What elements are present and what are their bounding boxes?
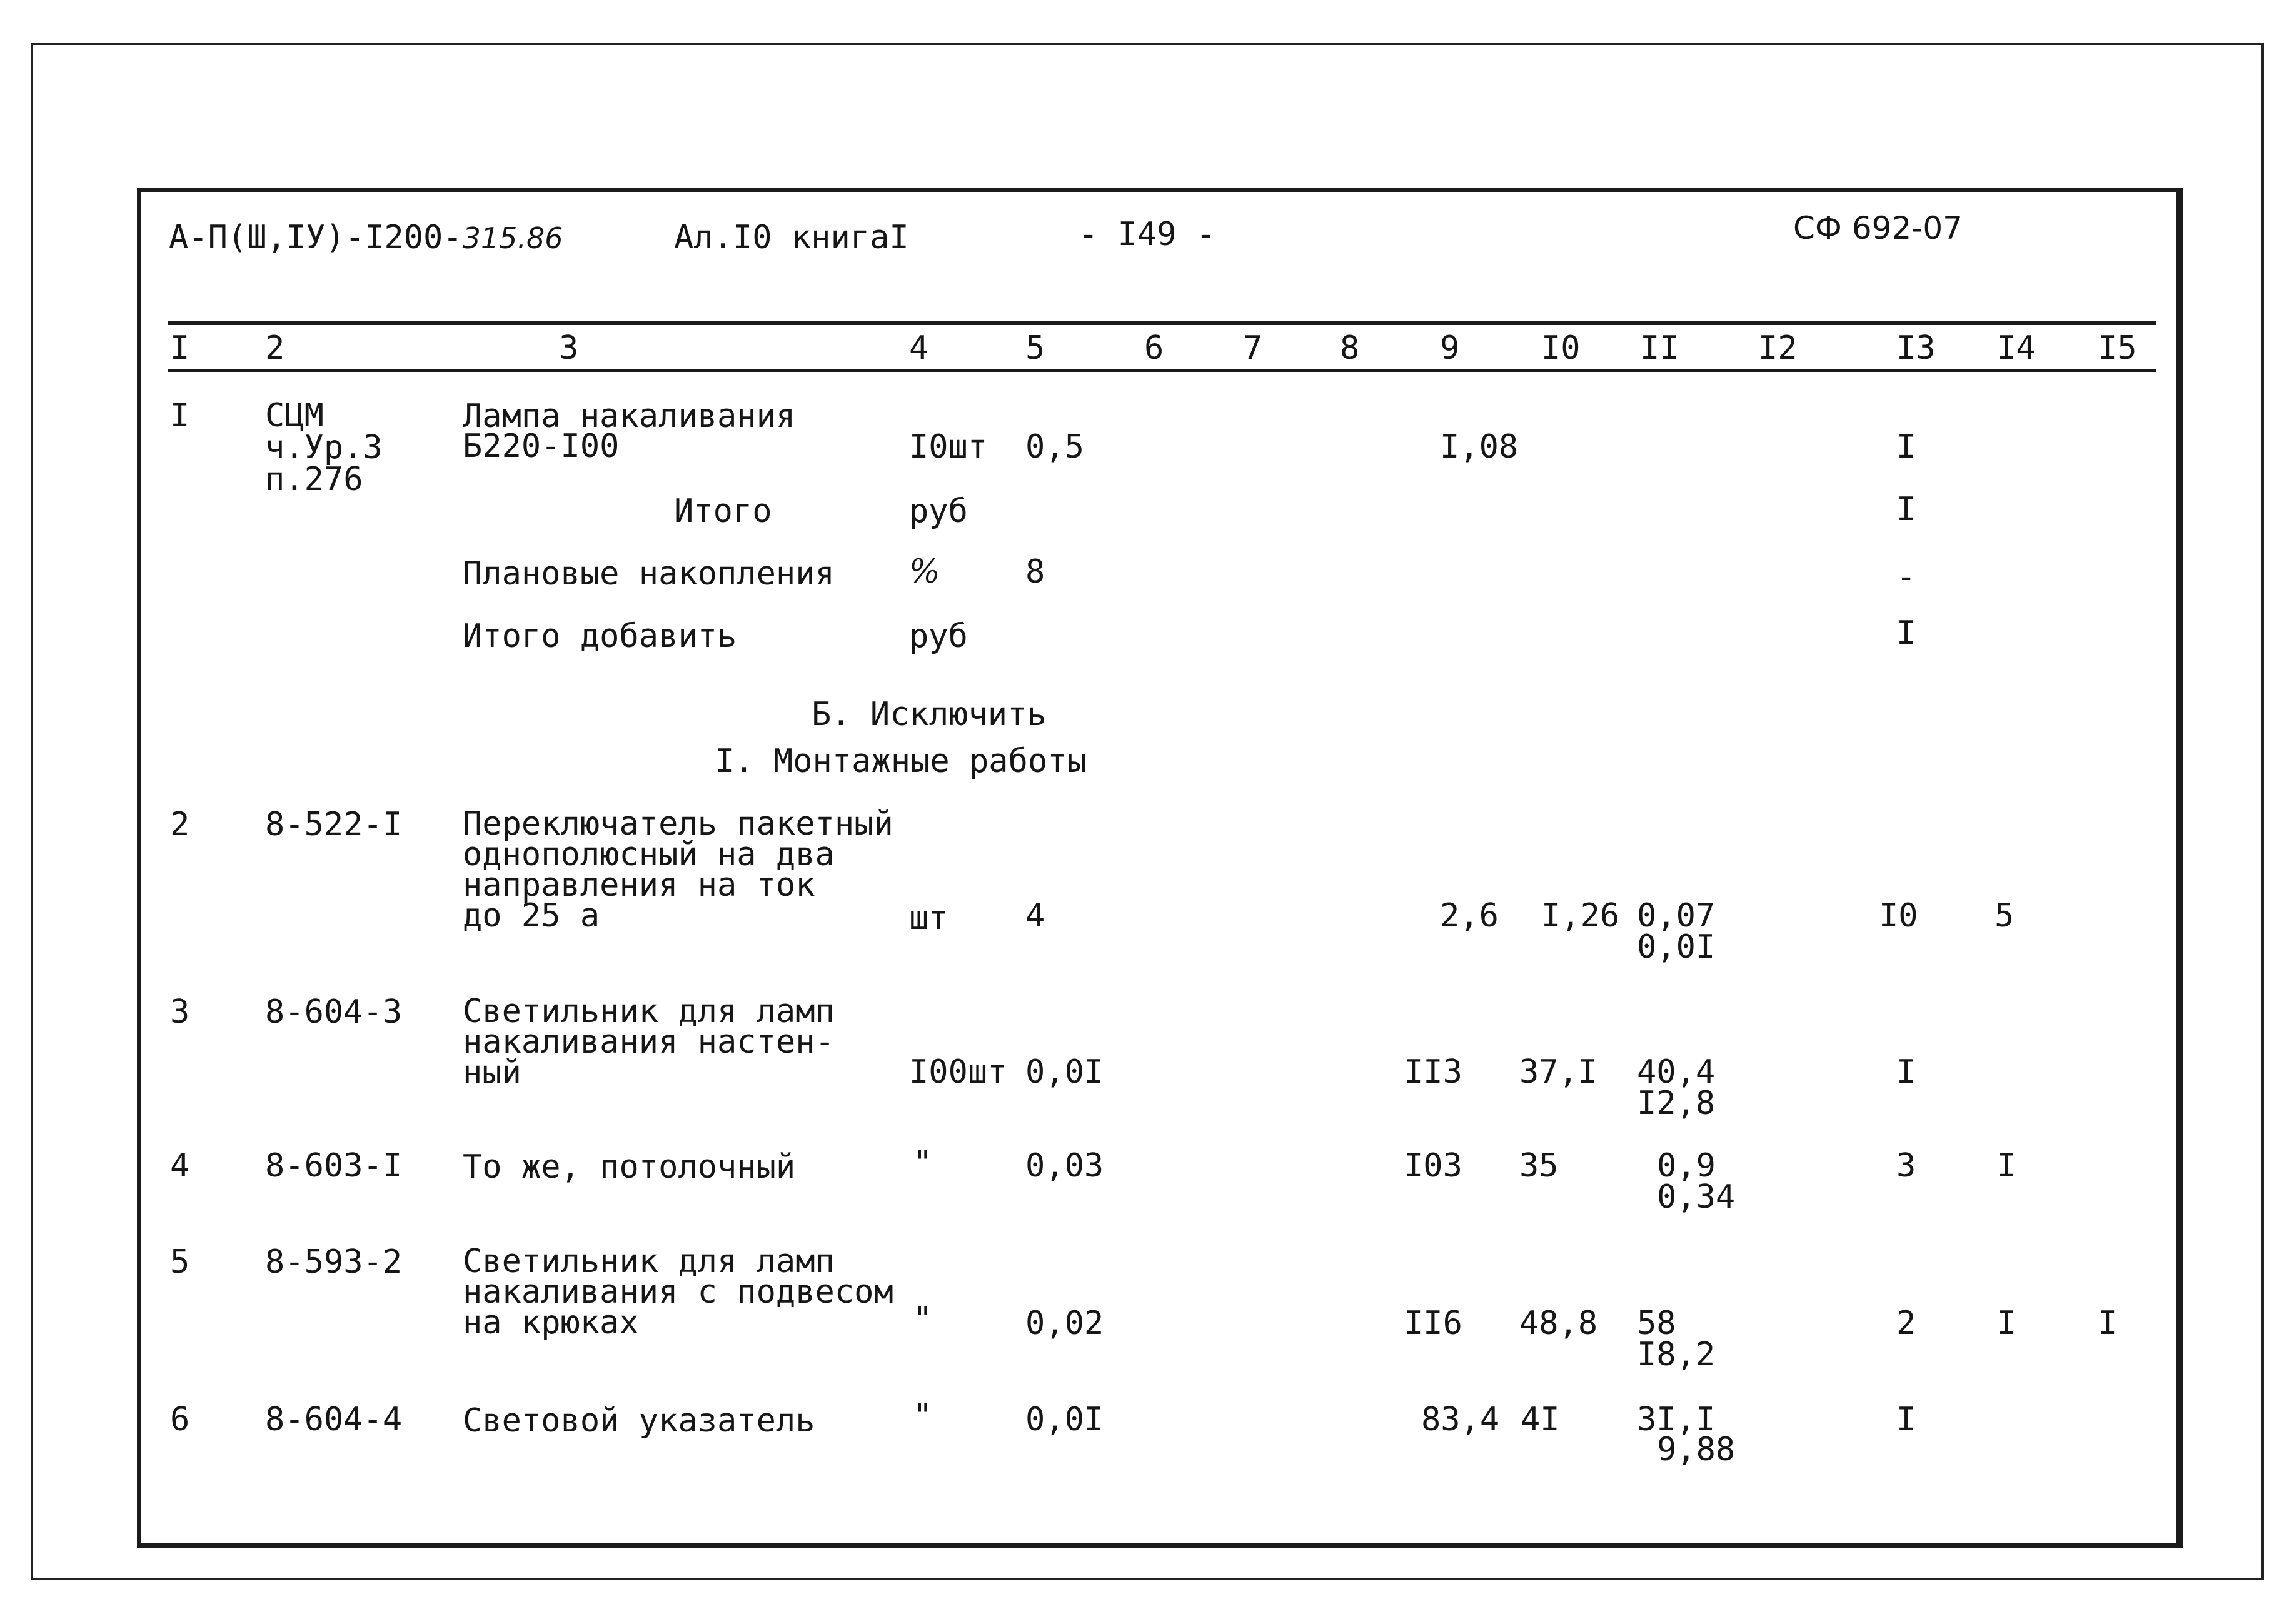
item-name: То же, потолочный xyxy=(463,1148,796,1186)
col-11-value: 0,9 xyxy=(1657,1147,1716,1185)
price-code: СЦМ ч.Ур.3 п.276 xyxy=(265,397,383,498)
col-10-value: 4I xyxy=(1521,1401,1560,1438)
planned-savings-label: Плановые накопления xyxy=(463,555,835,593)
document-code-typed: А-П(Ш,IУ)-I200- xyxy=(169,219,463,256)
col-10-value: 37,I xyxy=(1519,1053,1598,1091)
row-number: 6 xyxy=(170,1401,190,1438)
price-code: 8-604-4 xyxy=(265,1401,403,1438)
col-9-value: 2,6 xyxy=(1440,897,1499,935)
col-header-10: I0 xyxy=(1541,329,1581,367)
col-11-value: 58 xyxy=(1637,1305,1676,1342)
planned-savings-unit: % xyxy=(909,553,940,591)
col-11-value: 40,4 xyxy=(1637,1053,1716,1091)
album-label: Ал.I0 книгаI xyxy=(674,219,909,256)
add-total-unit: руб xyxy=(909,618,968,655)
col-9-value: II3 xyxy=(1404,1053,1462,1091)
col-13-value: I xyxy=(1896,1053,1916,1091)
col-header-1: I xyxy=(170,329,190,367)
row-number: 3 xyxy=(170,993,190,1031)
planned-savings-col-13: - xyxy=(1896,558,1916,596)
total-col-13: I xyxy=(1896,491,1916,528)
section-heading-installation: I. Монтажные работы xyxy=(715,743,1087,780)
stamp-number: СФ 692-07 xyxy=(1793,210,1963,246)
header-top-rule xyxy=(168,321,2156,325)
item-name: Светильник для ламп накаливания с подвесом на крюках xyxy=(463,1243,893,1341)
col-11-value: 3I,I xyxy=(1637,1401,1716,1438)
item-name: Лампа накаливания Б220-I00 xyxy=(463,398,796,465)
price-code: 8-603-I xyxy=(265,1147,403,1185)
col-header-2: 2 xyxy=(265,329,285,367)
item-name: Переключатель пакетный однополюсный на два направления на ток до 25 а xyxy=(463,805,893,935)
col-9-value: II6 xyxy=(1404,1305,1462,1342)
col-header-13: I3 xyxy=(1896,329,1936,367)
col-header-14: I4 xyxy=(1996,329,2036,367)
col-9-value: I,08 xyxy=(1440,428,1519,466)
quantity: 0,0I xyxy=(1025,1053,1104,1091)
col-header-5: 5 xyxy=(1025,329,1045,367)
col-11-value: 0,07 xyxy=(1637,897,1716,935)
item-name: Светильник для ламп накаливания настен- ный xyxy=(463,993,835,1091)
unit: I00шт xyxy=(909,1053,1007,1091)
col-11-value-2: 0,34 xyxy=(1657,1178,1736,1216)
section-heading-exclude: Б. Исключить xyxy=(812,696,1047,733)
col-10-value: I,26 xyxy=(1541,897,1620,935)
price-code: 8-604-3 xyxy=(265,993,403,1031)
col-header-8: 8 xyxy=(1340,329,1360,367)
col-11-value-2: I8,2 xyxy=(1637,1336,1716,1373)
unit: " xyxy=(913,1300,933,1338)
col-14-value: 5 xyxy=(1995,897,2015,935)
price-code: 8-522-I xyxy=(265,806,403,843)
quantity: 0,5 xyxy=(1025,428,1084,466)
col-10-value: 35 xyxy=(1519,1147,1559,1185)
col-header-3: 3 xyxy=(559,329,579,367)
col-header-12: I2 xyxy=(1758,329,1798,367)
col-10-value: 48,8 xyxy=(1519,1305,1598,1342)
price-code: 8-593-2 xyxy=(265,1243,403,1281)
col-14-value: I xyxy=(1996,1147,2016,1185)
inner-frame xyxy=(137,188,2183,1548)
row-number: 2 xyxy=(170,806,190,843)
unit: " xyxy=(913,1144,933,1181)
quantity: 0,03 xyxy=(1025,1147,1104,1185)
add-total-col-13: I xyxy=(1896,614,1916,652)
quantity: 4 xyxy=(1025,897,1045,935)
col-13-value: 2 xyxy=(1896,1305,1916,1342)
col-13-value: I0 xyxy=(1879,897,1918,935)
col-9-value: I03 xyxy=(1404,1147,1462,1185)
unit: " xyxy=(913,1397,933,1435)
col-header-4: 4 xyxy=(909,329,929,367)
planned-savings-qty: 8 xyxy=(1025,553,1045,591)
header-bottom-rule xyxy=(168,369,2156,372)
col-header-7: 7 xyxy=(1243,329,1263,367)
col-header-15: I5 xyxy=(2098,329,2137,367)
row-number: I xyxy=(170,397,190,434)
total-label: Итого xyxy=(674,493,772,530)
total-unit: руб xyxy=(909,493,968,530)
col-11-value-2: 9,88 xyxy=(1657,1431,1736,1468)
col-13-value: I xyxy=(1896,1401,1916,1438)
row-number: 5 xyxy=(170,1243,190,1281)
row-number: 4 xyxy=(170,1147,190,1185)
col-15-value: I xyxy=(2098,1305,2118,1342)
col-header-11: II xyxy=(1640,329,1679,367)
col-header-6: 6 xyxy=(1144,329,1164,367)
quantity: 0,0I xyxy=(1025,1401,1104,1438)
quantity: 0,02 xyxy=(1025,1305,1104,1342)
page-number: - I49 - xyxy=(1079,216,1216,253)
document-code xyxy=(169,219,563,256)
col-14-value: I xyxy=(1996,1305,2016,1342)
document-code-handwritten: 315.86 xyxy=(462,221,563,255)
col-11-value-2: 0,0I xyxy=(1637,928,1716,966)
col-13-value: I xyxy=(1896,428,1916,466)
col-13-value: 3 xyxy=(1896,1147,1916,1185)
item-name: Световой указатель xyxy=(463,1402,815,1440)
col-header-9: 9 xyxy=(1440,329,1460,367)
col-11-value-2: I2,8 xyxy=(1637,1085,1716,1122)
col-9-value: 83,4 xyxy=(1421,1401,1500,1438)
add-total-label: Итого добавить xyxy=(463,618,737,655)
unit: I0шт xyxy=(909,428,988,466)
unit: шт xyxy=(909,900,948,937)
